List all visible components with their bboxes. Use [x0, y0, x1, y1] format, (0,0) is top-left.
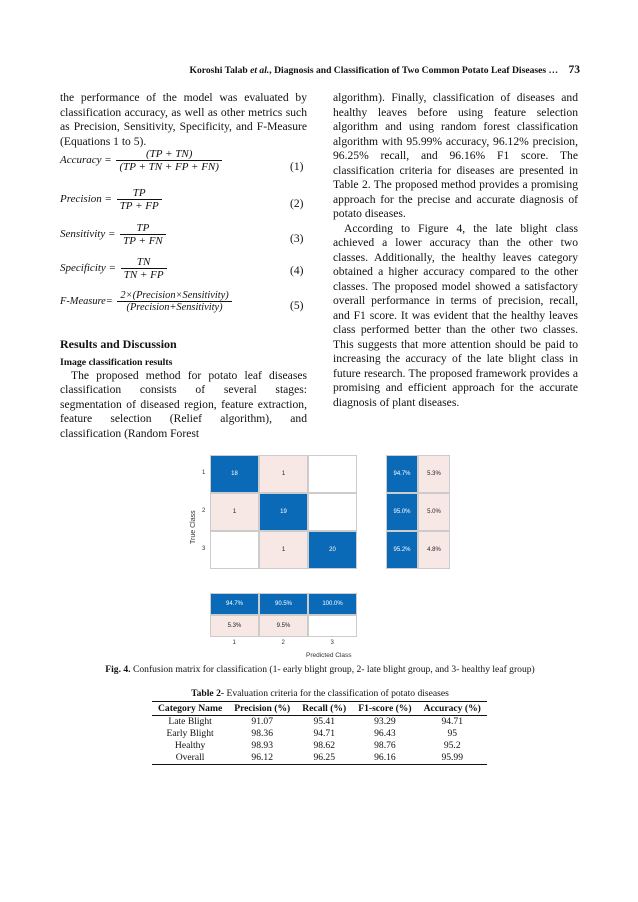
- right-paragraph-2: According to Figure 4, the late blight class achieved a lower accuracy than the other two classes. Additionally, the healthy leaves category obtained a higher accuracy compared to the other classes. The proposed model showed a satisfactory overall performance in terms of precision, recall, and F1 score. It was evident that the healthy leaves class performed better than the other two classes. This suggests that more attention should be paid to increasing the accuracy of the late blight class in future research. The proposed framework provides a promising and efficient approach for the accurate diagnosis of plant diseases.: [333, 221, 578, 409]
- header-precision: Precision (%): [228, 702, 296, 716]
- matrix-cell: 20: [308, 531, 357, 569]
- table-cell: 98.36: [251, 728, 274, 739]
- equation-2-lhs: Precision =: [60, 193, 112, 206]
- equation-4-label: (4): [290, 265, 304, 277]
- running-title-rest: , Diagnosis and Classification of Two Common Potato Leaf Diseases …: [269, 65, 559, 76]
- table-caption: [60, 688, 580, 699]
- running-title-etal: et al.: [250, 65, 270, 76]
- intro-paragraph: the performance of the model was evaluated by classification accuracy, as well as other metrics such as Precision, Sensitivity, Specificity, and F-Measure (Equations 1 to 5).: [60, 91, 307, 148]
- row-summary-error: 4.8%: [418, 531, 450, 569]
- matrix-cell: [308, 493, 357, 531]
- matrix-cell: 1: [259, 531, 308, 569]
- equation-5-numerator: 2×(Precision×Sensitivity): [117, 290, 231, 302]
- table-row: [152, 740, 487, 752]
- header-category: Category Name: [152, 702, 228, 716]
- right-column: [333, 91, 578, 410]
- table-cell: Overall: [152, 752, 228, 765]
- table-row: [152, 728, 487, 740]
- matrix-cell: [308, 455, 357, 493]
- row-summary-error: 5.0%: [418, 493, 450, 531]
- equation-3-lhs: Sensitivity =: [60, 228, 116, 241]
- table-header-row: [152, 702, 487, 716]
- table-cell: 93.29: [374, 716, 396, 727]
- equation-5-lhs: F-Measure=: [60, 295, 113, 307]
- left-column-intro: [60, 91, 307, 149]
- table-cell: 95.41: [313, 716, 336, 727]
- equation-3-label: (3): [290, 233, 304, 245]
- column-summary-error: 5.3%: [210, 615, 259, 637]
- y-tick-label: 3: [202, 546, 206, 552]
- table-cell: 98.76: [374, 740, 396, 751]
- page-number: 73: [568, 64, 580, 76]
- y-tick-label: 1: [202, 470, 206, 476]
- figure-caption-text: Confusion matrix for classification (1- early blight group, 2- late blight group, and 3- healthy leaf group): [130, 664, 535, 675]
- equation-3: [60, 222, 166, 247]
- equation-1-numerator: (TP + TN): [116, 148, 221, 161]
- header-recall: Recall (%): [296, 702, 352, 716]
- equation-3-numerator: TP: [120, 222, 166, 235]
- y-tick-label: 2: [202, 508, 206, 514]
- running-title-author: Koroshi Talab: [189, 65, 248, 76]
- section-heading: Results and Discussion: [60, 337, 177, 351]
- table-cell: 96.16: [352, 752, 417, 765]
- equation-3-denominator: TP + FN: [123, 235, 163, 247]
- header-accuracy: Accuracy (%): [418, 702, 487, 716]
- table-cell: 96.43: [374, 728, 396, 739]
- table-caption-label: Table 2-: [191, 688, 225, 699]
- row-summary-error: 5.3%: [418, 455, 450, 493]
- table-cell: 95.2: [443, 740, 461, 751]
- table-row: [152, 752, 487, 765]
- equation-4-numerator: TN: [121, 256, 167, 269]
- column-summary-correct: 100.0%: [308, 593, 357, 615]
- column-summary-error: [308, 615, 357, 637]
- matrix-cell: 18: [210, 455, 259, 493]
- equation-2-denominator: TP + FP: [119, 200, 159, 212]
- equation-1-lhs: Accuracy =: [60, 154, 112, 167]
- equation-5: [60, 290, 232, 313]
- x-tick-label: 3: [330, 640, 334, 646]
- table-cell: 96.12: [228, 752, 296, 765]
- results-paragraph: The proposed method for potato leaf diseases classification consists of several stages: segmentation of diseased region, feature extraction, feature selection (Relief algorithm), and classification (Random Forest: [60, 368, 307, 440]
- x-tick-label: 2: [281, 640, 285, 646]
- equation-2-numerator: TP: [117, 187, 162, 200]
- equation-4-lhs: Specificity =: [60, 262, 116, 275]
- row-summary-correct: 94.7%: [386, 455, 418, 493]
- equation-5-denominator: (Precision+Sensitivity): [126, 302, 223, 313]
- matrix-cell: 1: [210, 493, 259, 531]
- evaluation-table: [152, 701, 487, 765]
- row-summary-correct: 95.0%: [386, 493, 418, 531]
- column-summary-error: 9.5%: [259, 615, 308, 637]
- table-cell: Healthy: [174, 740, 206, 751]
- equation-5-label: (5): [290, 300, 304, 312]
- confusion-matrix-figure: [190, 454, 480, 662]
- left-column-results: [60, 337, 307, 441]
- table-row: [152, 716, 487, 729]
- table-cell: 95: [447, 728, 458, 739]
- row-summary-correct: 95.2%: [386, 531, 418, 569]
- table-cell: 96.25: [296, 752, 352, 765]
- equation-1-denominator: (TP + TN + FP + FN): [119, 161, 219, 173]
- header-f1: F1-score (%): [352, 702, 417, 716]
- matrix-cell: 19: [259, 493, 308, 531]
- equation-1-label: (1): [290, 161, 304, 173]
- table-cell: Early Blight: [166, 728, 214, 739]
- right-paragraph-1: algorithm). Finally, classification of diseases and healthy leaves before using feature selection algorithm and using random forest classification algorithm with 95.99% accuracy, 96.12% precision, 96.25% recall, and 96.16% F1 score. The classification criteria for diseases are presented in Table 2. The proposed method provides a promising approach for the precise and accurate diagnosis of potato diseases.: [333, 91, 578, 220]
- table-cell: Late Blight: [168, 716, 212, 727]
- matrix-cell: 1: [259, 455, 308, 493]
- table-caption-text: Evaluation criteria for the classification of potato diseases: [224, 688, 449, 699]
- y-axis-label: True Class: [190, 510, 197, 544]
- x-axis-label: Predicted Class: [306, 652, 352, 659]
- table-cell: 94.71: [313, 728, 336, 739]
- table-cell: 91.07: [251, 716, 274, 727]
- subsection-heading: Image classification results: [60, 356, 173, 368]
- running-header: [60, 64, 580, 76]
- equation-4-denominator: TN + FP: [123, 269, 164, 281]
- column-summary-correct: 90.5%: [259, 593, 308, 615]
- equation-1: [60, 148, 222, 173]
- table-cell: 98.93: [251, 740, 274, 751]
- equation-2: [60, 187, 162, 212]
- figure-caption-label: Fig. 4.: [105, 664, 131, 675]
- equation-4: [60, 256, 167, 281]
- column-summary-correct: 94.7%: [210, 593, 259, 615]
- figure-caption: [60, 664, 580, 675]
- x-tick-label: 1: [232, 640, 236, 646]
- table-cell: 95.99: [418, 752, 487, 765]
- matrix-cell: [210, 531, 259, 569]
- table-cell: 94.71: [441, 716, 464, 727]
- equation-2-label: (2): [290, 198, 304, 210]
- table-cell: 98.62: [313, 740, 336, 751]
